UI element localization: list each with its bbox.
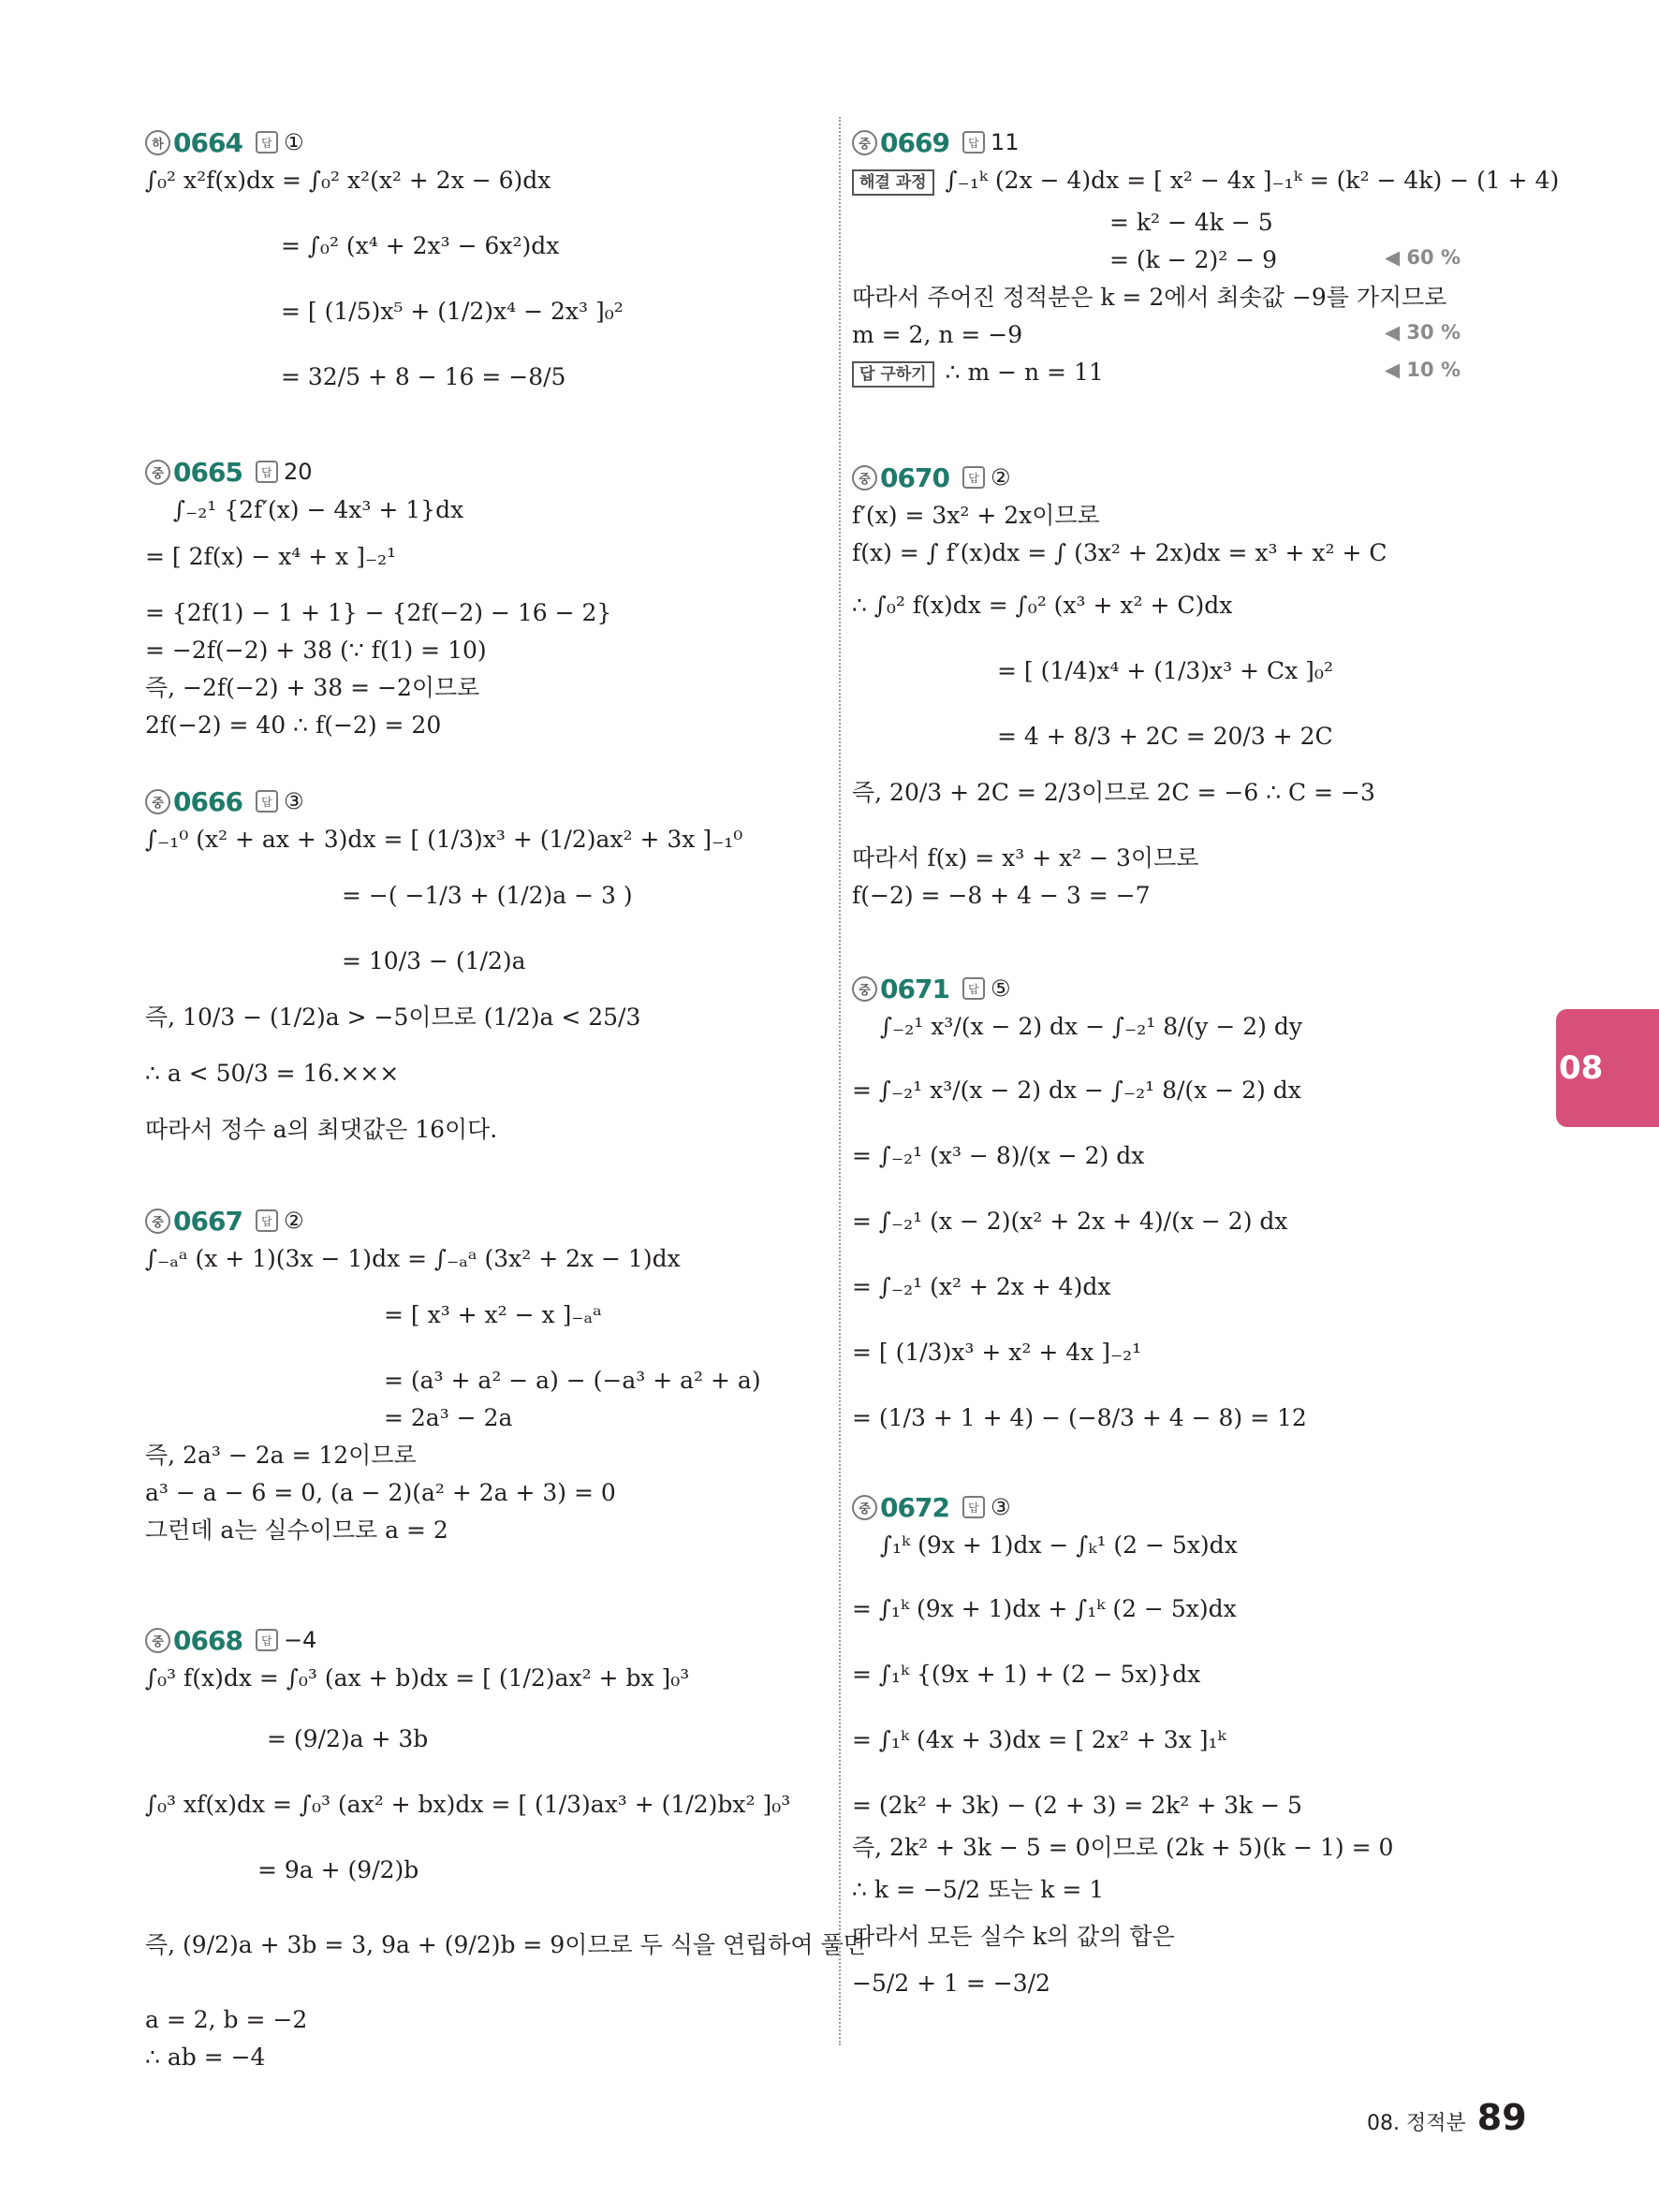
solution-line: 2f(−2) = 40 ∴ f(−2) = 20 <box>145 711 442 739</box>
difficulty-badge: 중 <box>145 789 170 814</box>
score-percent: ◀ 30 % <box>1384 321 1461 344</box>
problem-0670 <box>852 457 1489 909</box>
difficulty-badge: 중 <box>852 465 877 491</box>
answer-value: 20 <box>283 459 313 485</box>
solution-line <box>852 284 1489 312</box>
solution-line: 즉, 20/3 + 2C = 2/3이므로 2C = −6 ∴ C = −3 <box>852 779 1375 806</box>
solution-line <box>852 321 1489 349</box>
solution-line: a = 2, b = −2 <box>145 2006 308 2033</box>
chapter-tab-label: 08 <box>1559 1049 1604 1087</box>
problem-0665 <box>145 451 819 739</box>
solution-line: = [ (1/5)x⁵ + (1/2)x⁴ − 2x³ ]₀² <box>281 298 624 325</box>
solution-line: = ∫₁ᵏ {(9x + 1) + (2 − 5x)}dx <box>852 1661 1201 1688</box>
answer-value: −4 <box>283 1627 317 1653</box>
solution-line: = 32/5 + 8 − 16 = −8/5 <box>281 363 566 390</box>
solution-line: = (1/3 + 1 + 4) − (−8/3 + 4 − 8) = 12 <box>852 1404 1307 1431</box>
problem-number: 0664 <box>173 126 242 158</box>
solution-line: f(−2) = −8 + 4 − 3 = −7 <box>852 882 1151 909</box>
difficulty-badge: 하 <box>145 130 170 155</box>
solution-line: ∫₋₂¹ {2f′(x) − 4x³ + 1}dx <box>173 496 464 523</box>
solution-line: 즉, −2f(−2) + 38 = −2이므로 <box>145 674 480 701</box>
problem-0671 <box>852 968 1489 1431</box>
solution-text: 따라서 주어진 정적분은 k = 2에서 최솟값 −9를 가지므로 <box>852 284 1447 311</box>
solution-line: = [ 2f(x) − x⁴ + x ]₋₂¹ <box>145 543 397 570</box>
solution-line: −5/2 + 1 = −3/2 <box>852 1970 1050 1997</box>
solution-line: ∫₁ᵏ (9x + 1)dx − ∫ₖ¹ (2 − 5x)dx <box>880 1531 1238 1559</box>
problem-header <box>145 781 819 822</box>
difficulty-badge: 중 <box>852 130 877 155</box>
answer-value: ③ <box>283 788 304 814</box>
answer-badge: 답 <box>256 461 278 483</box>
problem-0666 <box>145 781 819 1143</box>
solution-line: = (2k² + 3k) − (2 + 3) = 2k² + 3k − 5 <box>852 1792 1302 1819</box>
problem-number: 0667 <box>173 1205 242 1237</box>
problem-number: 0670 <box>880 461 949 493</box>
solution-line: = ∫₁ᵏ (4x + 3)dx = [ 2x² + 3x ]₁ᵏ <box>852 1726 1226 1753</box>
solution-line: ∫₀³ xf(x)dx = ∫₀³ (ax² + bx)dx = [ (1/3)ax³ + (1/2)bx² ]₀³ <box>145 1791 791 1818</box>
answer-value: ② <box>283 1208 304 1234</box>
solution-line <box>852 359 1489 388</box>
solution-line: a³ − a − 6 = 0, (a − 2)(a² + 2a + 3) = 0 <box>145 1479 616 1506</box>
answer-value: ⑤ <box>990 975 1011 1002</box>
solution-line: 즉, 2k² + 3k − 5 = 0이므로 (2k + 5)(k − 1) = 0 <box>852 1834 1394 1861</box>
problem-header <box>145 122 819 163</box>
problem-header <box>145 1200 819 1241</box>
problem-number: 0669 <box>880 126 949 158</box>
solution-line: = ∫₋₂¹ (x − 2)(x² + 2x + 4)/(x − 2) dx <box>852 1208 1288 1235</box>
solution-line: = [ (1/3)x³ + x² + 4x ]₋₂¹ <box>852 1339 1142 1366</box>
solution-line: ∫₀² x²f(x)dx = ∫₀² x²(x² + 2x − 6)dx <box>145 167 551 194</box>
answer-value: 11 <box>990 129 1020 155</box>
problem-header <box>145 451 819 492</box>
solution-line: ∫₋ₐᵃ (x + 1)(3x − 1)dx = ∫₋ₐᵃ (3x² + 2x − 1)dx <box>145 1245 681 1272</box>
step-tag: 답 구하기 <box>852 361 934 388</box>
answer-badge: 답 <box>256 1629 278 1651</box>
difficulty-badge: 중 <box>145 460 170 485</box>
solution-line: = −2f(−2) + 38 (∵ f(1) = 10) <box>145 637 487 664</box>
problem-number: 0672 <box>880 1491 949 1523</box>
solution-line: = 9a + (9/2)b <box>257 1856 419 1883</box>
answer-badge: 답 <box>962 1496 985 1518</box>
solution-text: = (k − 2)² − 9 <box>1109 246 1278 273</box>
difficulty-badge: 중 <box>145 1628 170 1653</box>
answer-badge: 답 <box>256 131 278 154</box>
difficulty-badge: 중 <box>852 976 877 1002</box>
solution-line: = ∫₋₂¹ x³/(x − 2) dx − ∫₋₂¹ 8/(x − 2) dx <box>852 1077 1301 1104</box>
solution-line: 즉, 2a³ − 2a = 12이므로 <box>145 1442 417 1469</box>
difficulty-badge: 중 <box>852 1495 877 1520</box>
solution-line: ∫₋₂¹ x³/(x − 2) dx − ∫₋₂¹ 8/(y − 2) dy <box>880 1013 1302 1040</box>
solution-line <box>1109 246 1489 274</box>
solution-line: ∴ k = −5/2 또는 k = 1 <box>852 1876 1105 1903</box>
solution-line <box>1109 209 1489 237</box>
solution-line: ∫₋₁⁰ (x² + ax + 3)dx = [ (1/3)x³ + (1/2)ax² + 3x ]₋₁⁰ <box>145 826 743 853</box>
answer-badge: 답 <box>256 1209 278 1232</box>
problem-0669 <box>852 122 1560 386</box>
solution-text: = k² − 4k − 5 <box>1109 209 1273 236</box>
solution-line: f′(x) = 3x² + 2x이므로 <box>852 502 1100 529</box>
footer-section-title: 08. 정적분 <box>1367 2112 1466 2135</box>
problem-header <box>852 1487 1489 1528</box>
problem-number: 0668 <box>173 1624 242 1656</box>
solution-line: = (a³ + a² − a) − (−a³ + a² + a) <box>384 1367 761 1394</box>
solution-line: 따라서 정수 a의 최댓값은 16이다. <box>145 1116 498 1143</box>
solution-line: f(x) = ∫ f′(x)dx = ∫ (3x² + 2x)dx = x³ + x² + C <box>852 539 1387 566</box>
solution-line: = 4 + 8/3 + 2C = 20/3 + 2C <box>997 723 1333 750</box>
solution-text: m = 2, n = −9 <box>852 321 1023 348</box>
answer-badge: 답 <box>256 790 278 813</box>
solution-text: ∴ m − n = 11 <box>945 359 1104 386</box>
solution-line: = (9/2)a + 3b <box>267 1725 429 1752</box>
problem-0668 <box>145 1619 866 2071</box>
answer-badge: 답 <box>962 977 985 1000</box>
answer-value: ② <box>990 464 1011 491</box>
solution-line: = ∫₋₂¹ (x² + 2x + 4)dx <box>852 1273 1111 1300</box>
problem-number: 0671 <box>880 973 949 1004</box>
solution-line: = 10/3 − (1/2)a <box>342 947 526 974</box>
solution-line: = ∫₀² (x⁴ + 2x³ − 6x²)dx <box>281 232 560 259</box>
answer-badge: 답 <box>962 466 985 489</box>
solution-line: ∫₀³ f(x)dx = ∫₀³ (ax + b)dx = [ (1/2)ax² + bx ]₀³ <box>145 1664 690 1692</box>
chapter-tab[interactable] <box>1556 1009 1659 1127</box>
problem-header <box>852 122 1489 163</box>
problem-header <box>145 1619 819 1661</box>
answer-badge: 답 <box>962 131 985 154</box>
step-tag: 해결 과정 <box>852 169 934 196</box>
score-percent: ◀ 60 % <box>1384 246 1461 269</box>
problem-number: 0666 <box>173 785 242 817</box>
solution-line: ∴ a < 50/3 = 16.××× <box>145 1060 400 1087</box>
problem-0664 <box>145 122 819 390</box>
solution-line: = ∫₁ᵏ (9x + 1)dx + ∫₁ᵏ (2 − 5x)dx <box>852 1595 1237 1622</box>
solution-line: 즉, 10/3 − (1/2)a > −5이므로 (1/2)a < 25/3 <box>145 1003 641 1031</box>
solution-line: ∴ ab = −4 <box>145 2044 266 2071</box>
solution-line: = {2f(1) − 1 + 1} − {2f(−2) − 16 − 2} <box>145 599 612 626</box>
score-percent: ◀ 10 % <box>1384 359 1461 381</box>
solution-line: 따라서 모든 실수 k의 값의 합은 <box>852 1923 1175 1950</box>
solution-line: 즉, (9/2)a + 3b = 3, 9a + (9/2)b = 9이므로 두 식을 연립하여 풀면 <box>145 1931 866 1958</box>
page-footer <box>1367 2097 1527 2138</box>
problem-0667 <box>145 1200 819 1544</box>
solution-line <box>852 167 1560 196</box>
solution-line: = 2a³ − 2a <box>384 1404 513 1431</box>
solution-text: ∫₋₁ᵏ (2x − 4)dx = [ x² − 4x ]₋₁ᵏ = (k² − 4k) − (1 + 4) <box>945 167 1560 194</box>
solution-line: = [ (1/4)x⁴ + (1/3)x³ + Cx ]₀² <box>997 657 1333 684</box>
problem-header <box>852 968 1489 1009</box>
answer-value: ① <box>283 129 304 155</box>
solution-line: = −( −1/3 + (1/2)a − 3 ) <box>342 882 633 909</box>
solution-line: = ∫₋₂¹ (x³ − 8)/(x − 2) dx <box>852 1142 1145 1169</box>
solution-line: 따라서 f(x) = x³ + x² − 3이므로 <box>852 844 1199 872</box>
solution-line: 그런데 a는 실수이므로 a = 2 <box>145 1516 448 1544</box>
page-number: 89 <box>1476 2097 1527 2138</box>
problem-header <box>852 457 1489 498</box>
problem-number: 0665 <box>173 456 242 488</box>
answer-value: ③ <box>990 1494 1011 1520</box>
column-divider <box>839 117 841 2045</box>
difficulty-badge: 중 <box>145 1209 170 1234</box>
problem-0672 <box>852 1487 1489 1997</box>
solution-line: ∴ ∫₀² f(x)dx = ∫₀² (x³ + x² + C)dx <box>852 592 1233 619</box>
solution-line: = [ x³ + x² − x ]₋ₐᵃ <box>384 1301 602 1328</box>
